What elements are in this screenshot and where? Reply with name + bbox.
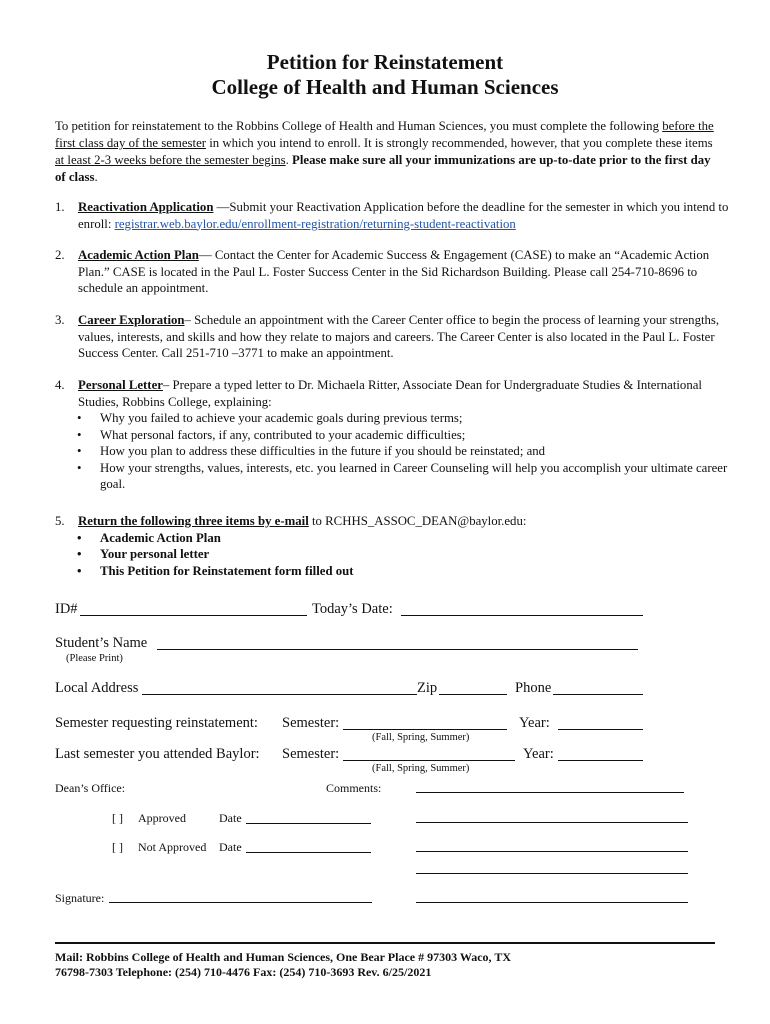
intro-immunization-note: Please make sure all your immunizations are up-to-date prior to the first day of class	[55, 153, 711, 184]
step-number: 3.	[55, 313, 65, 327]
last-semester-field[interactable]	[343, 760, 515, 761]
semester-label: Semester:	[282, 715, 340, 731]
list-item: • Your personal letter	[77, 547, 210, 561]
intro-recommendation-underlined: at least 2-3 weeks before the semester begins	[55, 153, 286, 167]
local-address-label: Local Address	[55, 680, 139, 696]
step-number: 1.	[55, 200, 65, 214]
last-year-field[interactable]	[558, 760, 643, 761]
phone-field[interactable]	[553, 694, 643, 695]
semester-hint: (Fall, Spring, Summer)	[372, 732, 470, 743]
list-item: • Academic Action Plan	[77, 530, 221, 545]
zip-label: Zip	[417, 680, 438, 696]
page-subtitle: College of Health and Human Sciences	[211, 75, 559, 99]
approved-date-field[interactable]	[246, 823, 371, 824]
please-print-note: (Please Print)	[66, 653, 123, 664]
todays-date-label: Today’s Date:	[312, 601, 393, 617]
phone-label: Phone	[515, 680, 552, 696]
year-label: Year:	[519, 715, 550, 731]
list-item: • Why you failed to achieve your academic goals during previous terms;	[77, 411, 463, 425]
semester-requesting-label: Semester requesting reinstatement:	[55, 715, 258, 731]
list-item: • How your strengths, values, interests, etc. you learned in Career Counseling will help you accomplish your ultimate career goal.	[77, 460, 728, 491]
signature-label: Signature:	[55, 891, 105, 905]
footer-divider	[55, 942, 715, 944]
semester-hint: (Fall, Spring, Summer)	[372, 763, 470, 774]
local-address-field[interactable]	[142, 694, 417, 695]
footer-line-2: 76798-7303 Telephone: (254) 710-4476 Fax: (254) 710-3693 Rev. 6/25/2021	[55, 965, 432, 979]
step-reactivation-application: 1. Reactivation Application —Submit your Reactivation Application before the deadline for the semester in which you intend to enroll: registrar.web.baylor.edu/enrollment-registration/returning-student-reactivation	[55, 200, 729, 231]
requested-year-field[interactable]	[558, 729, 643, 730]
list-item: • How you plan to address these difficulties in the future if you should be reinstated; and	[77, 444, 546, 458]
step-heading: Return the following three items by e-mail	[78, 514, 309, 528]
step-career-exploration: 3. Career Exploration– Schedule an appointment with the Career Center office to begin the process of learning your strengths, values, interests, and skills and how they relate to majors and careers. The Career Center is also located in the Paul L. Foster Success Center. Call 251-710 –3771 to make an appointment.	[55, 313, 720, 360]
last-semester-label: Last semester you attended Baylor:	[55, 746, 260, 762]
list-item: • What personal factors, if any, contributed to your academic difficulties;	[77, 427, 466, 442]
step-heading: Career Exploration	[78, 313, 185, 327]
todays-date-field[interactable]	[401, 615, 643, 616]
zip-field[interactable]	[439, 694, 507, 695]
requested-semester-field[interactable]	[343, 729, 507, 730]
step-heading: Reactivation Application	[78, 200, 214, 214]
intro-paragraph: To petition for reinstatement to the Robbins College of Health and Human Sciences, you must complete the following before the first class day of the semester in which you intend to enroll. It is strongly recommended, however, that you complete these items at least 2-3 weeks before the semester begins. Please make sure all your immunizations are up-to-date prior to the first day of class.	[55, 119, 714, 184]
step-number: 5.	[55, 514, 65, 528]
id-label: ID#	[55, 601, 78, 617]
comments-line[interactable]	[416, 902, 688, 903]
intro-deadline-underlined: before the first class day of the semester	[55, 119, 714, 150]
approved-checkbox[interactable]: [ ]	[112, 811, 123, 825]
comments-label: Comments:	[326, 781, 382, 795]
not-approved-date-field[interactable]	[246, 852, 371, 853]
signature-field[interactable]	[109, 902, 372, 903]
footer-mailing-info	[55, 950, 695, 980]
step-number: 4.	[55, 378, 65, 392]
year-label: Year:	[523, 746, 554, 762]
approved-label: Approved	[138, 811, 186, 825]
approved-date-label: Date	[219, 811, 242, 825]
comments-line[interactable]	[416, 822, 688, 823]
comments-line[interactable]	[416, 873, 688, 874]
step-heading: Personal Letter	[78, 378, 163, 392]
comments-line[interactable]	[416, 792, 684, 793]
reactivation-link[interactable]: registrar.web.baylor.edu/enrollment-registration/returning-student-reactivation	[114, 216, 516, 231]
not-approved-label: Not Approved	[138, 840, 207, 854]
deans-office-label: Dean’s Office:	[55, 781, 126, 795]
step-personal-letter: 4. Personal Letter– Prepare a typed letter to Dr. Michaela Ritter, Associate Dean for Undergraduate Studies & International Studies, Robbins College, explaining: • Why you failed to achieve your academic goals during previous terms; • What personal factors, if any, contributed to your academic difficulties; • How you plan to address these difficulties in the future if you should be reinstated; and • How your strengths, values, interests, etc. you learned in Career Counseling will help you accomplish your ultimate career goal.	[55, 377, 735, 493]
not-approved-date-label: Date	[219, 840, 242, 854]
page-title: Petition for Reinstatement	[266, 50, 504, 74]
list-item: • This Petition for Reinstatement form filled out	[77, 563, 354, 578]
step-return-items: 5. Return the following three items by e-mail to RCHHS_ASSOC_DEAN@baylor.edu: • Academic Action Plan • Your personal letter • This Petition for Reinstatement form filled out	[55, 513, 735, 579]
step-academic-action-plan: 2. Academic Action Plan— Contact the Center for Academic Success & Engagement (CASE) to make an “Academic Action Plan.” CASE is located in the Paul L. Foster Success Center in the Sid Richardson Building. Please call 254-710-8696 to schedule an appointment.	[55, 248, 710, 295]
footer-line-1: Mail: Robbins College of Health and Human Sciences, One Bear Place # 97303 Waco, TX	[55, 950, 511, 964]
step-number: 2.	[55, 248, 65, 262]
student-name-field[interactable]	[157, 649, 638, 650]
not-approved-checkbox[interactable]: [ ]	[112, 840, 123, 854]
return-items-bullets	[77, 530, 735, 580]
personal-letter-bullets	[77, 410, 735, 493]
semester-label: Semester:	[282, 746, 340, 762]
id-field[interactable]	[80, 615, 307, 616]
step-heading: Academic Action Plan	[78, 248, 199, 262]
comments-line[interactable]	[416, 851, 688, 852]
student-name-label: Student’s Name	[55, 635, 148, 651]
